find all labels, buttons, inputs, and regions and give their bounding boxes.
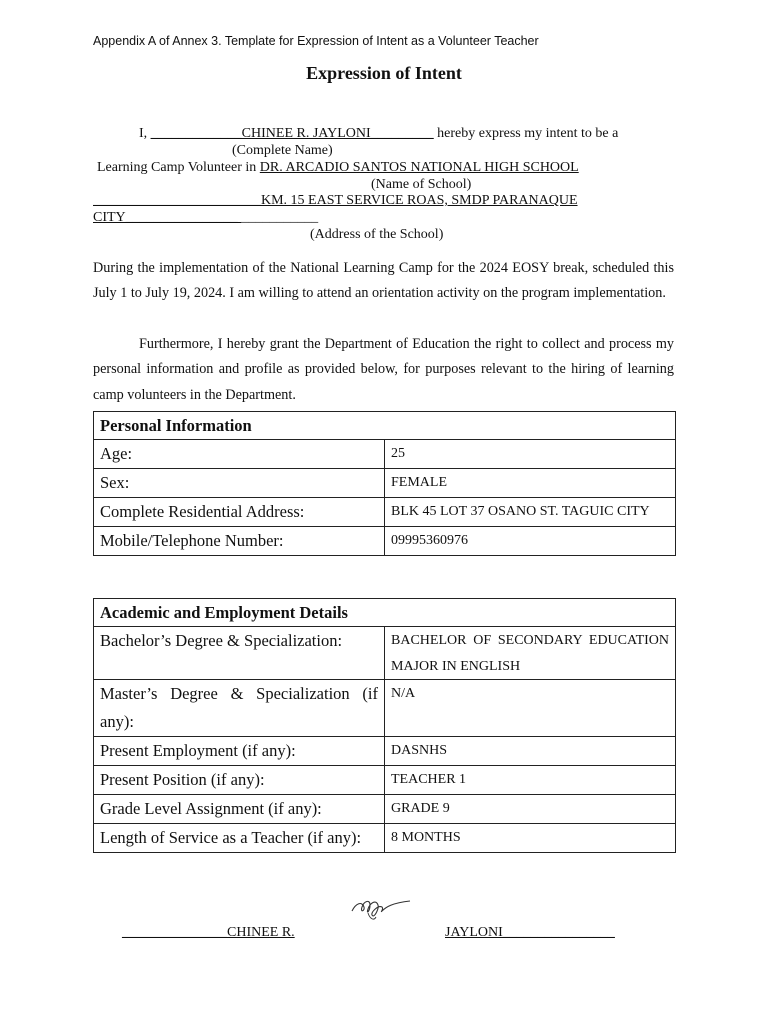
table-row	[94, 627, 676, 680]
row-label: Sex:	[94, 469, 385, 498]
row-value: BACHELOR OF SECONDARY EDUCATION MAJOR IN ENGLISH	[385, 627, 676, 680]
intro-line-2	[97, 160, 579, 176]
school-caption: (Name of School)	[371, 177, 472, 192]
school-address-line-2	[93, 210, 318, 226]
table-row	[94, 737, 676, 766]
volunteer-name-field: _____________CHINEE R. JAYLONI_________	[150, 126, 434, 141]
address-caption: (Address of the School)	[310, 227, 444, 242]
row-label: Bachelor’s Degree & Specialization:	[94, 627, 385, 680]
school-name-field: DR. ARCADIO SANTOS NATIONAL HIGH SCHOOL	[259, 160, 579, 175]
row-label: Present Position (if any):	[94, 766, 385, 795]
row-label: Age:	[94, 440, 385, 469]
signature-name-right: JAYLONI________________	[445, 925, 615, 940]
school-address-line-1: ________________________KM. 15 EAST SERVICE ROAS, SMDP PARANAQUE	[93, 193, 578, 208]
signature-name-left: _______________CHINEE R.	[122, 925, 295, 940]
intro-suffix: hereby express my intent to be a	[433, 126, 619, 141]
camp-prefix: Learning Camp Volunteer in	[97, 160, 260, 175]
row-value: 8 MONTHS	[385, 824, 676, 853]
table-row	[94, 824, 676, 853]
address-fill-b: ___________	[241, 210, 319, 225]
academic-employment-table	[93, 598, 676, 853]
paragraph-camp: During the implementation of the National Learning Camp for the 2024 EOSY break, scheduled this July 1 to July 19, 2024. I am willing to attend an orientation activity on the program implementation.	[93, 260, 674, 302]
row-value: BLK 45 LOT 37 OSANO ST. TAGUIC CITY	[385, 498, 676, 527]
row-value: TEACHER 1	[385, 766, 676, 795]
row-label: Grade Level Assignment (if any):	[94, 795, 385, 824]
row-label: Length of Service as a Teacher (if any):	[94, 824, 385, 853]
table-header-row	[94, 412, 676, 440]
row-value: FEMALE	[385, 469, 676, 498]
personal-info-table	[93, 411, 676, 556]
personal-info-heading: Personal Information	[94, 412, 676, 440]
table-row	[94, 498, 676, 527]
row-label: Master’s Degree & Specialization (if any):	[94, 680, 385, 737]
appendix-caption: Appendix A of Annex 3. Template for Expression of Intent as a Volunteer Teacher	[93, 34, 539, 48]
intro-prefix: I,	[139, 126, 151, 141]
table-row	[94, 680, 676, 737]
row-value: 09995360976	[385, 527, 676, 556]
document-title: Expression of Intent	[306, 63, 462, 83]
intro-line-1	[139, 126, 618, 142]
name-caption: (Complete Name)	[232, 143, 333, 158]
table-header-row	[94, 599, 676, 627]
handwritten-signature-icon	[348, 893, 412, 923]
table-row	[94, 440, 676, 469]
row-value: N/A	[385, 680, 676, 737]
row-value: DASNHS	[385, 737, 676, 766]
row-value: 25	[385, 440, 676, 469]
table-row	[94, 766, 676, 795]
row-label: Present Employment (if any):	[94, 737, 385, 766]
address-fill-a: CITY________________	[93, 210, 242, 225]
table-row	[94, 527, 676, 556]
academic-heading: Academic and Employment Details	[94, 599, 676, 627]
table-row	[94, 795, 676, 824]
table-row	[94, 469, 676, 498]
row-label: Mobile/Telephone Number:	[94, 527, 385, 556]
row-value: GRADE 9	[385, 795, 676, 824]
paragraph-consent: Furthermore, I hereby grant the Department of Education the right to collect and process my personal information and profile as provided below, for purposes relevant to the hiring of learning camp volunteers in the Department.	[93, 336, 674, 403]
row-label: Complete Residential Address:	[94, 498, 385, 527]
